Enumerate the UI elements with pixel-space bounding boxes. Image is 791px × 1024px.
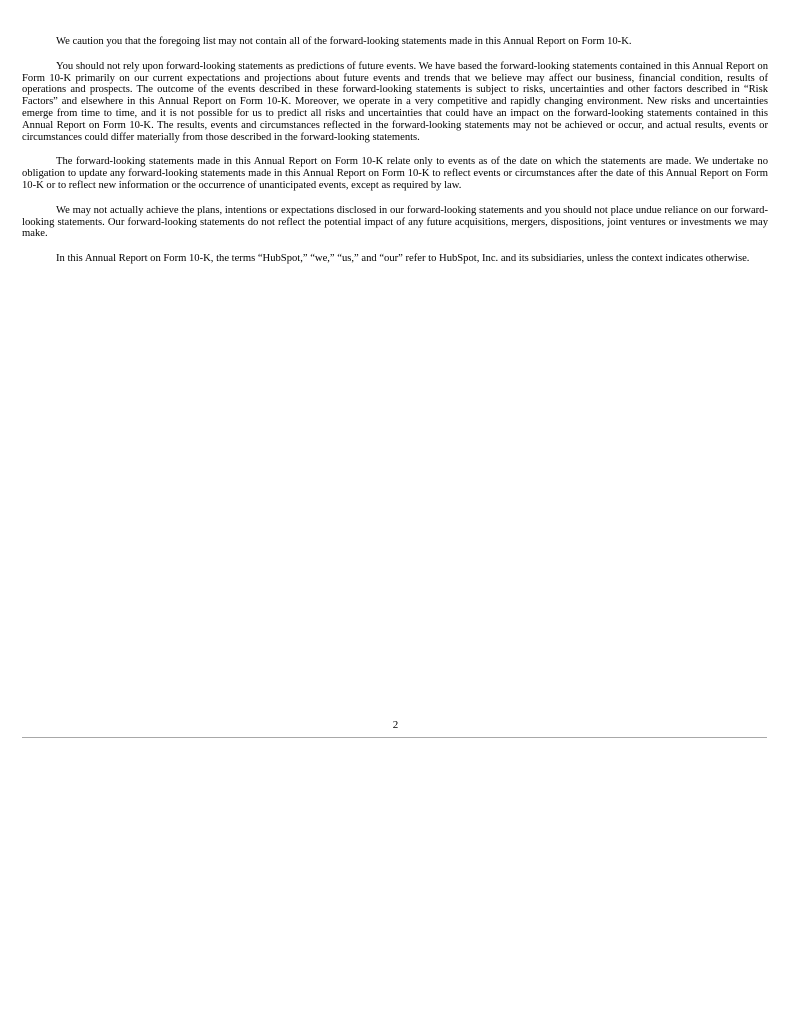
paragraph-caution: We caution you that the foregoing list may not contain all of the forward-looking statements made in this Annual Report on Form 10-K. xyxy=(56,36,632,47)
document-body xyxy=(22,36,768,278)
paragraph-undue-reliance: We may not actually achieve the plans, intentions or expectations disclosed in our forward-looking statements and you should not place undue reliance on our forward-looking statements. Our forward-looking statements do not reflect the potential impact of any future acquisitions, mergers, dispositions, joint ventures or investments we may make. xyxy=(22,204,768,240)
page-divider xyxy=(22,737,767,738)
page-number: 2 xyxy=(392,719,399,731)
paragraph-reliance: You should not rely upon forward-looking statements as predictions of future events. We have based the forward-looking statements contained in this Annual Report on Form 10-K primarily on our current expectations and projections about future events and trends that we believe may affect our business, financial condition, results of operations and prospects. The outcome of the events described in these forward-looking statements is subject to risks, uncertainties and other factors described in “Risk Factors” and elsewhere in this Annual Report on Form 10-K. Moreover, we operate in a very competitive and rapidly changing environment. New risks and uncertainties emerge from time to time, and it is not possible for us to predict all risks and uncertainties that could have an impact on the forward-looking statements contained in this Annual Report on Form 10-K. The results, events and circumstances reflected in the forward-looking statements may not be achieved or occur, and actual results, events or circumstances could differ materially from those described in the forward-looking statements. xyxy=(22,60,768,143)
paragraph-definitions: In this Annual Report on Form 10-K, the terms “HubSpot,” “we,” “us,” and “our” refer to HubSpot, Inc. and its subsidiaries, unless the context indicates otherwise. xyxy=(56,253,750,265)
paragraph-timing: The forward-looking statements made in this Annual Report on Form 10-K relate only to events as of the date on which the statements are made. We undertake no obligation to update any forward-looking statements made in this Annual Report on Form 10-K to reflect events or circumstances after the date of this Annual Report on Form 10-K or to reflect new information or the occurrence of unanticipated events, except as required by law. xyxy=(22,156,768,191)
